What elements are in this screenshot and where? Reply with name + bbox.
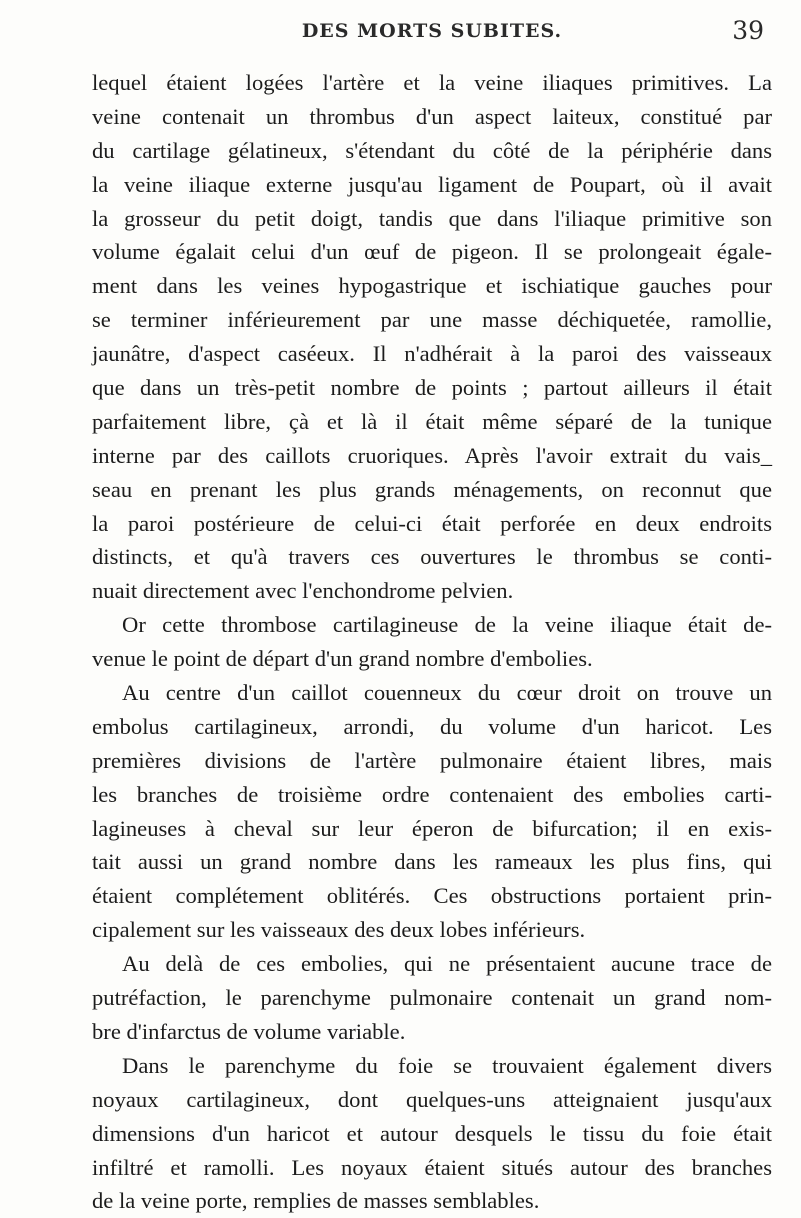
text-line: jaunâtre, d'aspect caséeux. Il n'adhérait à la paroi des vaisseaux [92,341,772,367]
text-line: tait aussi un grand nombre dans les rameaux les plus fins, qui [92,849,772,875]
text-line: cipalement sur les vaisseaux des deux lobes inférieurs. [92,917,586,943]
text-line: se terminer inférieurement par une masse déchiquetée, ramollie, [92,307,772,333]
text-line: ment dans les veines hypogastrique et ischiatique gauches pour [92,273,772,299]
text-line: noyaux cartilagineux, dont quelques-uns atteignaient jusqu'aux [92,1086,772,1112]
text-line: parfaitement libre, çà et là il était même séparé de la tunique [92,408,772,434]
text-line: que dans un très-petit nombre de points ; partout ailleurs il était [92,375,772,401]
text-line: la veine iliaque externe jusqu'au ligament de Poupart, où il avait [92,171,772,197]
body-text [92,66,772,1218]
text-line: volume égalait celui d'un œuf de pigeon. Il se prolongeait égale- [92,239,772,265]
text-line: Au delà de ces embolies, qui ne présentaient aucune trace de [122,951,772,977]
text-line: dimensions d'un haricot et autour desquels le tissu du foie était [92,1120,772,1146]
text-line: de la veine porte, remplies de masses semblables. [92,1188,540,1214]
page-number: 39 [732,16,764,45]
text-line: seau en prenant les plus grands ménagements, on reconnut que [92,476,772,502]
running-title: DES MORTS SUBITES. [301,20,563,42]
text-line: embolus cartilagineux, arrondi, du volume d'un haricot. Les [92,713,772,739]
text-line: bre d'infarctus de volume variable. [92,1018,406,1044]
text-line: interne par des caillots cruoriques. Après l'avoir extrait du vais_ [92,442,772,468]
text-line: distincts, et qu'à travers ces ouvertures le thrombus se conti- [92,544,772,570]
text-line: veine contenait un thrombus d'un aspect laiteux, constitué par [92,103,772,129]
page-header [92,14,772,54]
text-line: putréfaction, le parenchyme pulmonaire contenait un grand nom- [92,985,772,1011]
text-line: la grosseur du petit doigt, tandis que dans l'iliaque primitive son [92,205,772,231]
text-line: Dans le parenchyme du foie se trouvaient également divers [122,1052,772,1078]
text-line: lequel étaient logées l'artère et la veine iliaques primitives. La [92,70,772,95]
text-line: étaient complétement oblitérés. Ces obstructions portaient prin- [92,883,772,909]
text-line: la paroi postérieure de celui-ci était perforée en deux endroits [92,510,772,536]
text-line: Au centre d'un caillot couenneux du cœur droit on trouve un [122,680,772,706]
text-line: lagineuses à cheval sur leur éperon de bifurcation; il en exis- [92,815,772,841]
text-line: les branches de troisième ordre contenaient des embolies carti- [92,781,772,807]
text-line: Or cette thrombose cartilagineuse de la veine iliaque était de- [122,612,772,638]
text-line: nuait directement avec l'enchondrome pelvien. [92,578,514,604]
text-line: infiltré et ramolli. Les noyaux étaient situés autour des branches [92,1154,772,1180]
text-line: venue le point de départ d'un grand nombre d'embolies. [92,646,593,672]
text-line: du cartilage gélatineux, s'étendant du côté de la périphérie dans [92,137,772,163]
text-line: premières divisions de l'artère pulmonaire étaient libres, mais [92,747,772,773]
